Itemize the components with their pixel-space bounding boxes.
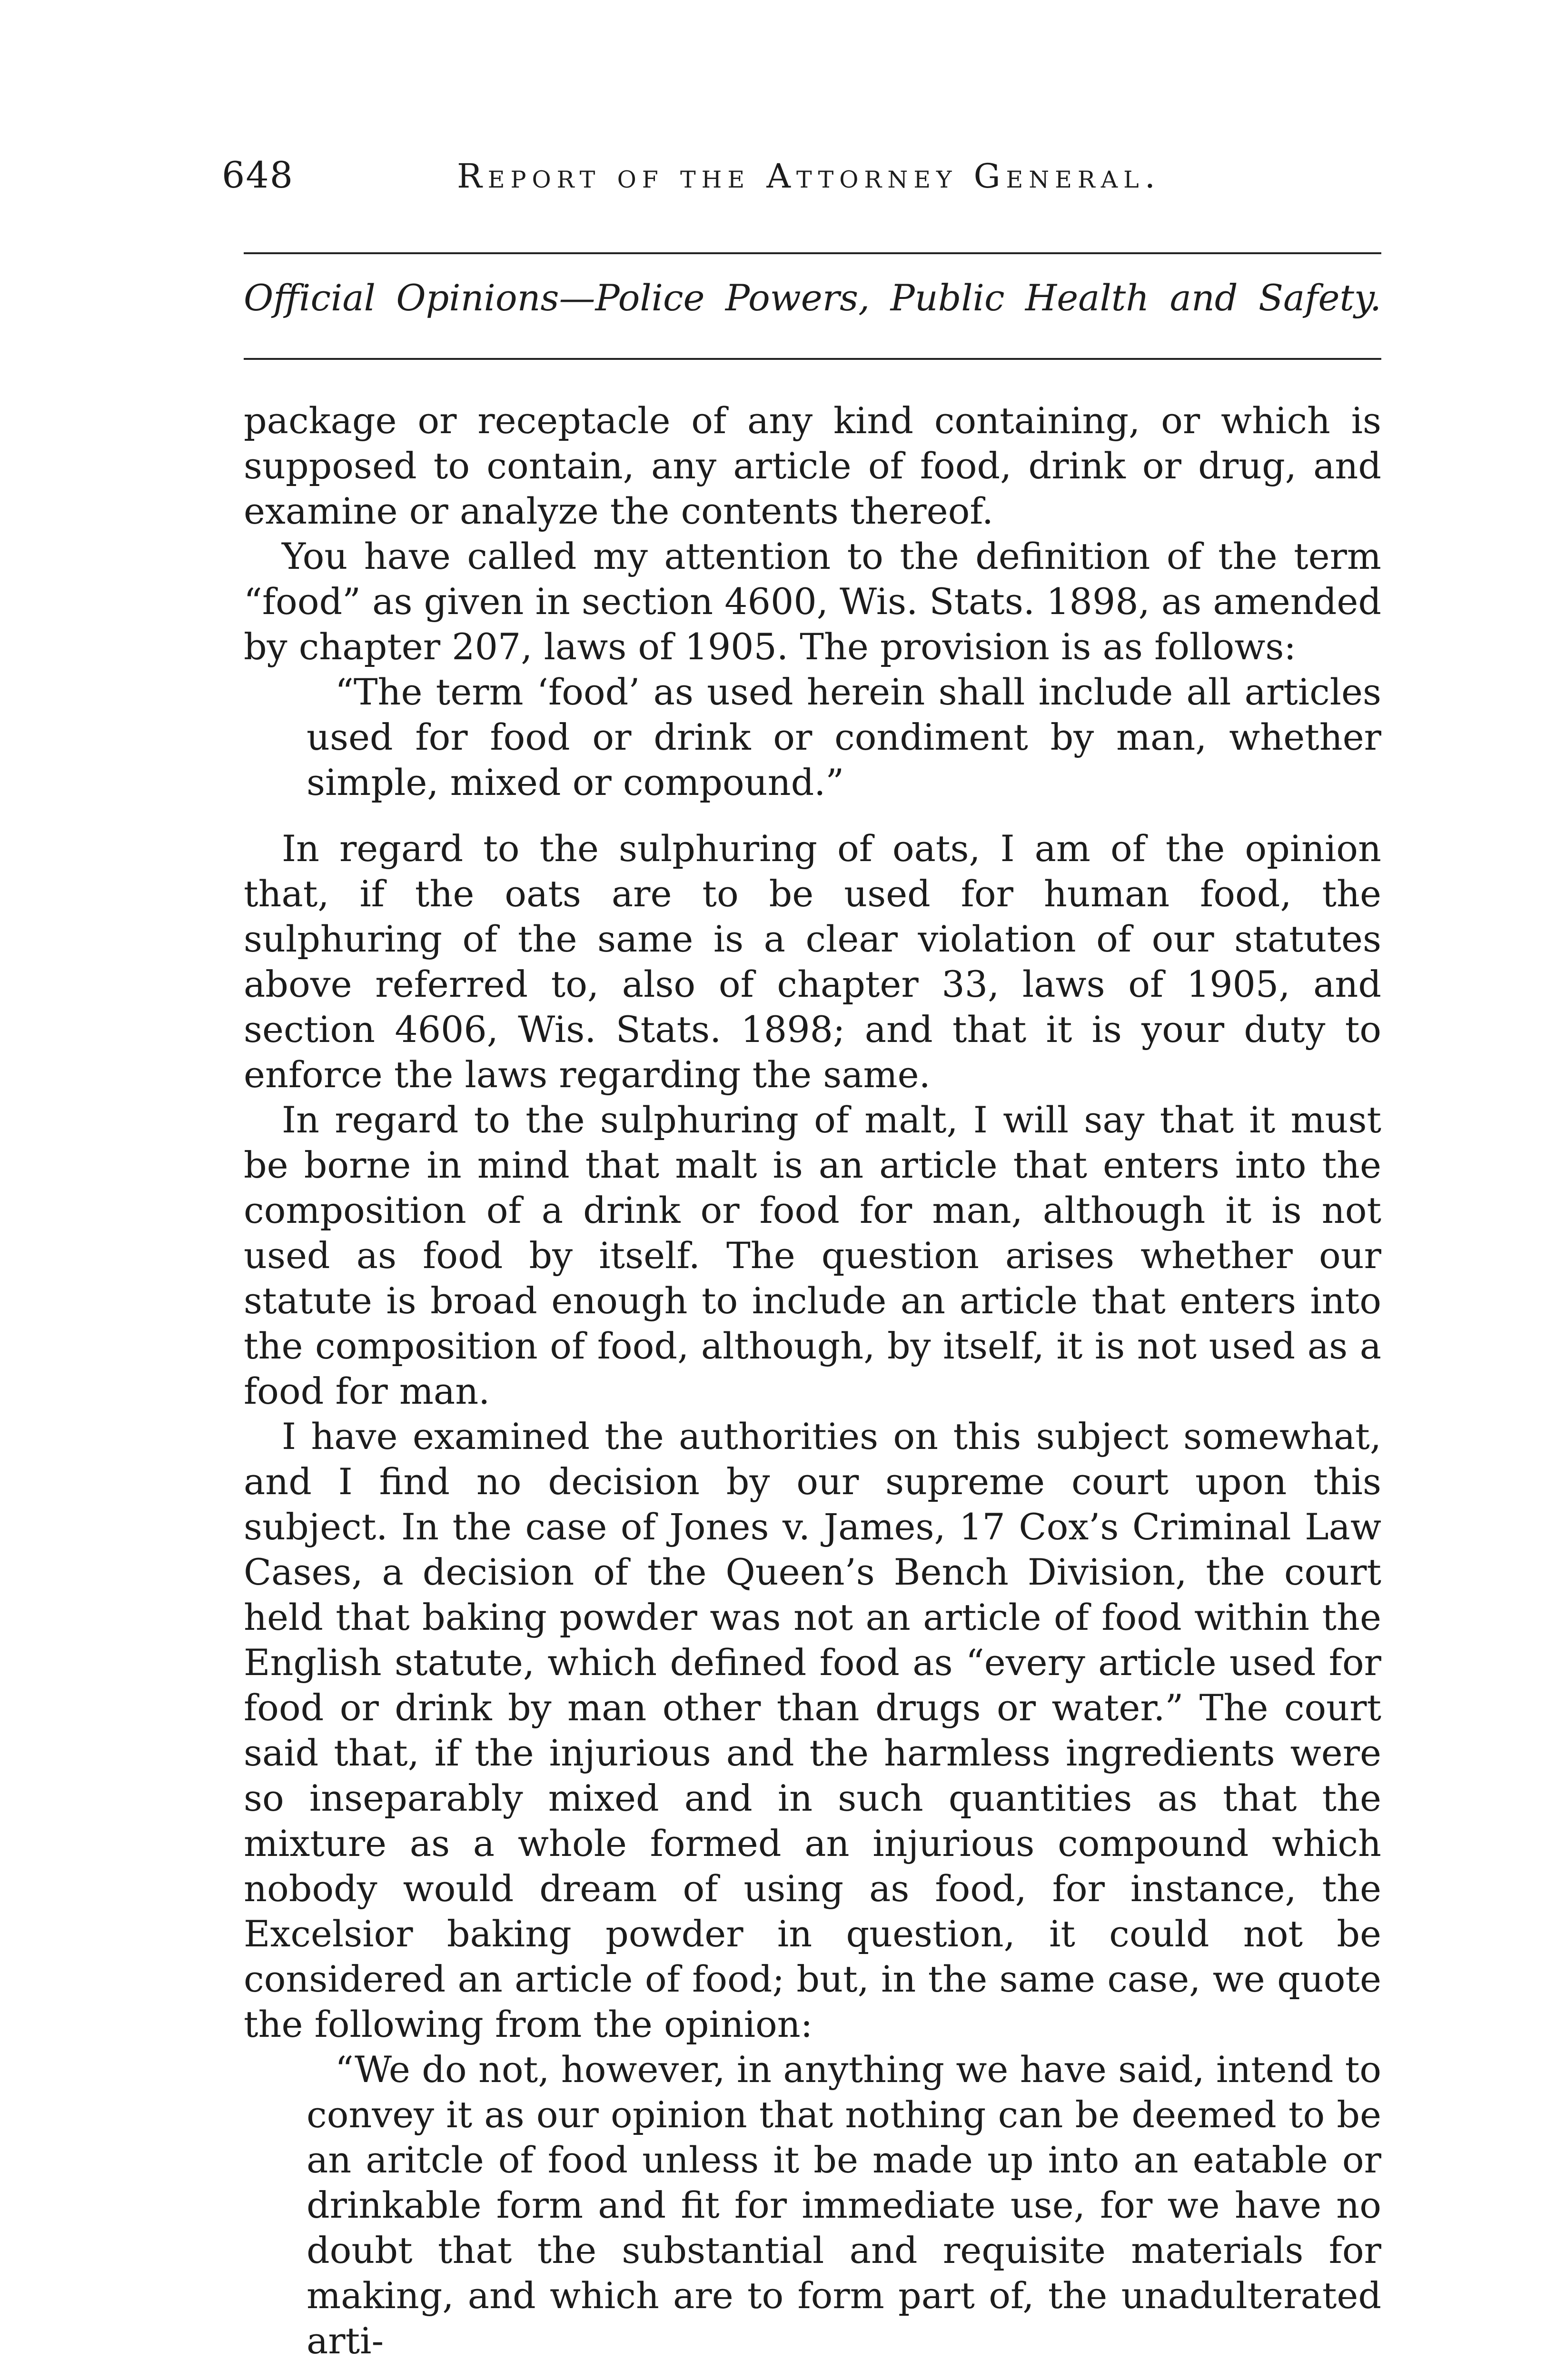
running-title: Report of the Attorney General. (457, 157, 1161, 196)
paragraph-oats: In regard to the sulphuring of oats, I am of the opinion that, if the oats are to be used for human food, the sulphuring of the same is a clear violation of our statutes above referred to, also of chapter 33, laws of 1905, and section 4606, Wis. Stats. 1898; and that it is your duty to enforce the laws regarding the same. (244, 827, 1381, 1096)
paragraph-authorities: I have examined the authorities on this subject somewhat, and I find no decision by our supreme court upon this subject. In the case of Jones v. James, 17 Cox’s Criminal Law Cases, a decision of the Queen’s Bench Division, the court held that baking powder was not an article of food within the English statute, which defined food as “every article used for food or drink by man other than drugs or water.” The court said that, if the injurious and the harmless ingredients were so inseparably mixed and in such quantities as that the mixture as a whole formed an injurious compound which nobody would dream of using as food, for instance, the Excelsior baking powder in question, it could not be considered an article of food; but, in the same case, we quote the following from the opinion: (244, 1415, 1381, 2045)
body-text-lower (244, 826, 1381, 2363)
paragraph-food-definition: You have called my attention to the definition of the term “food” as given in section 4600, Wis. Stats. 1898, as amended by chapter 207, laws of 1905. The provision is as follows: (244, 535, 1381, 668)
section-subheader: Official Opinions—Police Powers, Public Health and Safety. (244, 277, 1381, 319)
paragraph-malt: In regard to the sulphuring of malt, I will say that it must be borne in mind that malt is an article that enters into the composition of a drink or food for man, although it is not used as food by itself. The question arises whether our statute is broad enough to include an article that enters into the composition of food, although, by itself, it is not used as a food for man. (244, 1099, 1381, 1412)
paragraph-continuation: package or receptacle of any kind containing, or which is supposed to contain, any article of food, drink or drug, and examine or analyze the contents thereof. (244, 399, 1381, 532)
block-quote-statute: “The term ‘food’ as used herein shall include all articles used for food or drink or condiment by man, whether simple, mixed or compound.” (307, 671, 1381, 803)
block-quote-opinion: “We do not, however, in anything we have said, intend to convey it as our opinion that nothing can be deemed to be an aritcle of food unless it be made up into an eatable or drinkable form and fit for immediate use, for we have no doubt that the substantial and requisite materials for making, and which are to form part of, the unadulterated arti- (307, 2048, 1381, 2362)
header-rule-bottom (244, 358, 1381, 360)
header-rule-top (244, 252, 1381, 254)
page-number: 648 (222, 154, 294, 196)
body-text-upper (244, 398, 1381, 805)
